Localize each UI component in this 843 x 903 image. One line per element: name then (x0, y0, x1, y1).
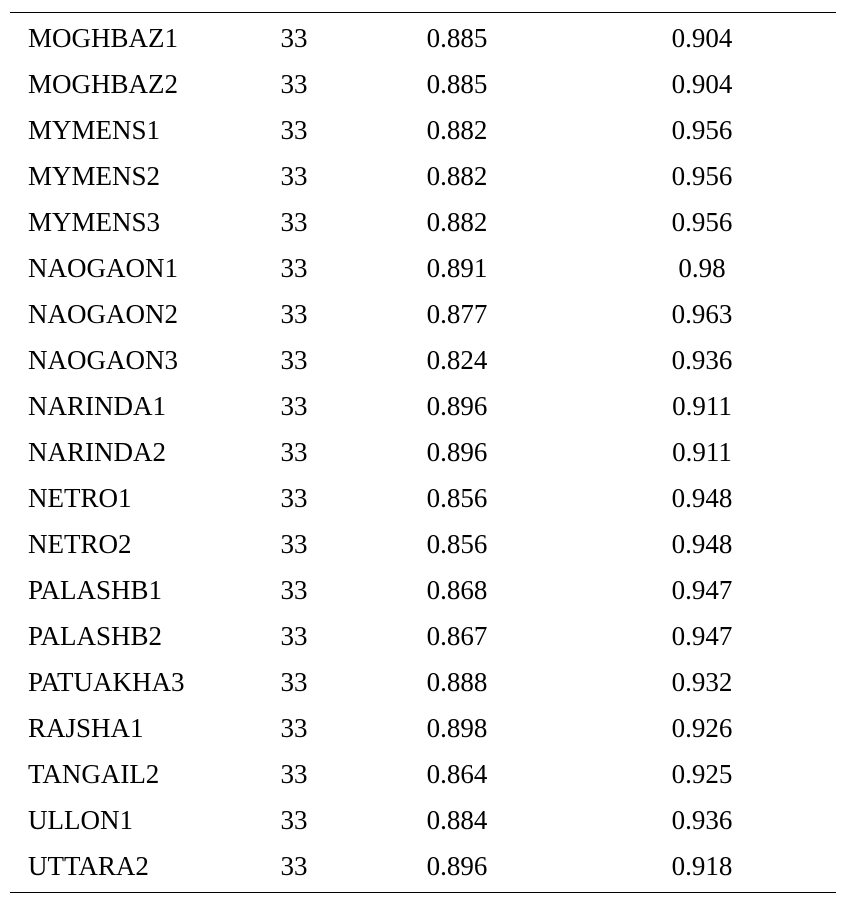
table-row (10, 199, 836, 245)
table-row (10, 153, 836, 199)
station-name-cell: NETRO1 (28, 483, 132, 513)
count-cell: 33 (280, 483, 308, 513)
table-row (10, 291, 836, 337)
value-b-cell: 0.911 (672, 437, 732, 467)
table-row (10, 337, 836, 383)
count-cell: 33 (280, 805, 308, 835)
value-b-cell: 0.932 (671, 667, 733, 697)
table-row (10, 61, 836, 107)
count-cell: 33 (280, 253, 308, 283)
station-name-cell: TANGAIL2 (28, 759, 160, 789)
table-bottom-rule (10, 892, 836, 893)
count-cell: 33 (280, 23, 308, 53)
station-name-cell: NAOGAON3 (28, 345, 178, 375)
table-row (10, 15, 836, 61)
value-b-cell: 0.911 (672, 391, 732, 421)
count-cell: 33 (280, 851, 308, 881)
count-cell: 33 (280, 437, 308, 467)
table-row (10, 705, 836, 751)
station-name-cell: MYMENS2 (28, 161, 161, 191)
value-a-cell: 0.891 (426, 253, 488, 283)
station-name-cell: NETRO2 (28, 529, 132, 559)
count-cell: 33 (280, 621, 308, 651)
value-a-cell: 0.864 (426, 759, 488, 789)
station-name-cell: NARINDA2 (28, 437, 166, 467)
value-a-cell: 0.898 (426, 713, 488, 743)
station-name-cell: NARINDA1 (28, 391, 166, 421)
station-name-cell: NAOGAON1 (28, 253, 178, 283)
station-name-cell: ULLON1 (28, 805, 133, 835)
value-b-cell: 0.918 (671, 851, 733, 881)
table-row (10, 659, 836, 705)
table-row (10, 383, 836, 429)
count-cell: 33 (280, 161, 308, 191)
value-b-cell: 0.925 (671, 759, 733, 789)
value-b-cell: 0.956 (671, 115, 733, 145)
station-name-cell: MYMENS3 (28, 207, 161, 237)
table-row (10, 751, 836, 797)
value-b-cell: 0.926 (671, 713, 733, 743)
table-row (10, 429, 836, 475)
value-a-cell: 0.856 (426, 529, 488, 559)
value-b-cell: 0.936 (671, 805, 733, 835)
value-b-cell: 0.956 (671, 161, 733, 191)
count-cell: 33 (280, 575, 308, 605)
value-a-cell: 0.882 (426, 115, 488, 145)
table-row (10, 521, 836, 567)
value-a-cell: 0.884 (426, 805, 488, 835)
count-cell: 33 (280, 713, 308, 743)
value-a-cell: 0.896 (426, 437, 488, 467)
value-a-cell: 0.868 (426, 575, 488, 605)
table-row (10, 843, 836, 889)
station-name-cell: MOGHBAZ2 (28, 69, 179, 99)
table-body (10, 15, 836, 889)
value-b-cell: 0.963 (671, 299, 733, 329)
count-cell: 33 (280, 759, 308, 789)
value-a-cell: 0.888 (426, 667, 488, 697)
table-row (10, 797, 836, 843)
count-cell: 33 (280, 115, 308, 145)
value-a-cell: 0.885 (426, 23, 488, 53)
count-cell: 33 (280, 299, 308, 329)
value-a-cell: 0.867 (426, 621, 488, 651)
value-b-cell: 0.936 (671, 345, 733, 375)
count-cell: 33 (280, 345, 308, 375)
value-a-cell: 0.877 (426, 299, 488, 329)
table-top-rule (10, 12, 836, 13)
count-cell: 33 (280, 391, 308, 421)
table-row (10, 245, 836, 291)
count-cell: 33 (280, 529, 308, 559)
table-row (10, 567, 836, 613)
value-a-cell: 0.896 (426, 391, 488, 421)
station-name-cell: UTTARA2 (28, 851, 149, 881)
data-table (10, 12, 836, 893)
value-a-cell: 0.882 (426, 161, 488, 191)
value-a-cell: 0.882 (426, 207, 488, 237)
table-row (10, 613, 836, 659)
value-a-cell: 0.856 (426, 483, 488, 513)
value-b-cell: 0.98 (678, 253, 726, 283)
value-a-cell: 0.896 (426, 851, 488, 881)
value-a-cell: 0.824 (426, 345, 488, 375)
station-name-cell: PATUAKHA3 (28, 667, 185, 697)
station-name-cell: MYMENS1 (28, 115, 161, 145)
value-b-cell: 0.904 (671, 69, 733, 99)
value-b-cell: 0.948 (671, 529, 733, 559)
table-row (10, 107, 836, 153)
station-name-cell: MOGHBAZ1 (28, 23, 179, 53)
value-b-cell: 0.947 (671, 621, 733, 651)
count-cell: 33 (280, 69, 308, 99)
value-b-cell: 0.947 (671, 575, 733, 605)
station-name-cell: PALASHB1 (28, 575, 163, 605)
value-b-cell: 0.948 (671, 483, 733, 513)
station-name-cell: NAOGAON2 (28, 299, 178, 329)
value-b-cell: 0.956 (671, 207, 733, 237)
station-name-cell: RAJSHA1 (28, 713, 144, 743)
station-name-cell: PALASHB2 (28, 621, 163, 651)
count-cell: 33 (280, 667, 308, 697)
table-row (10, 475, 836, 521)
value-a-cell: 0.885 (426, 69, 488, 99)
count-cell: 33 (280, 207, 308, 237)
value-b-cell: 0.904 (671, 23, 733, 53)
